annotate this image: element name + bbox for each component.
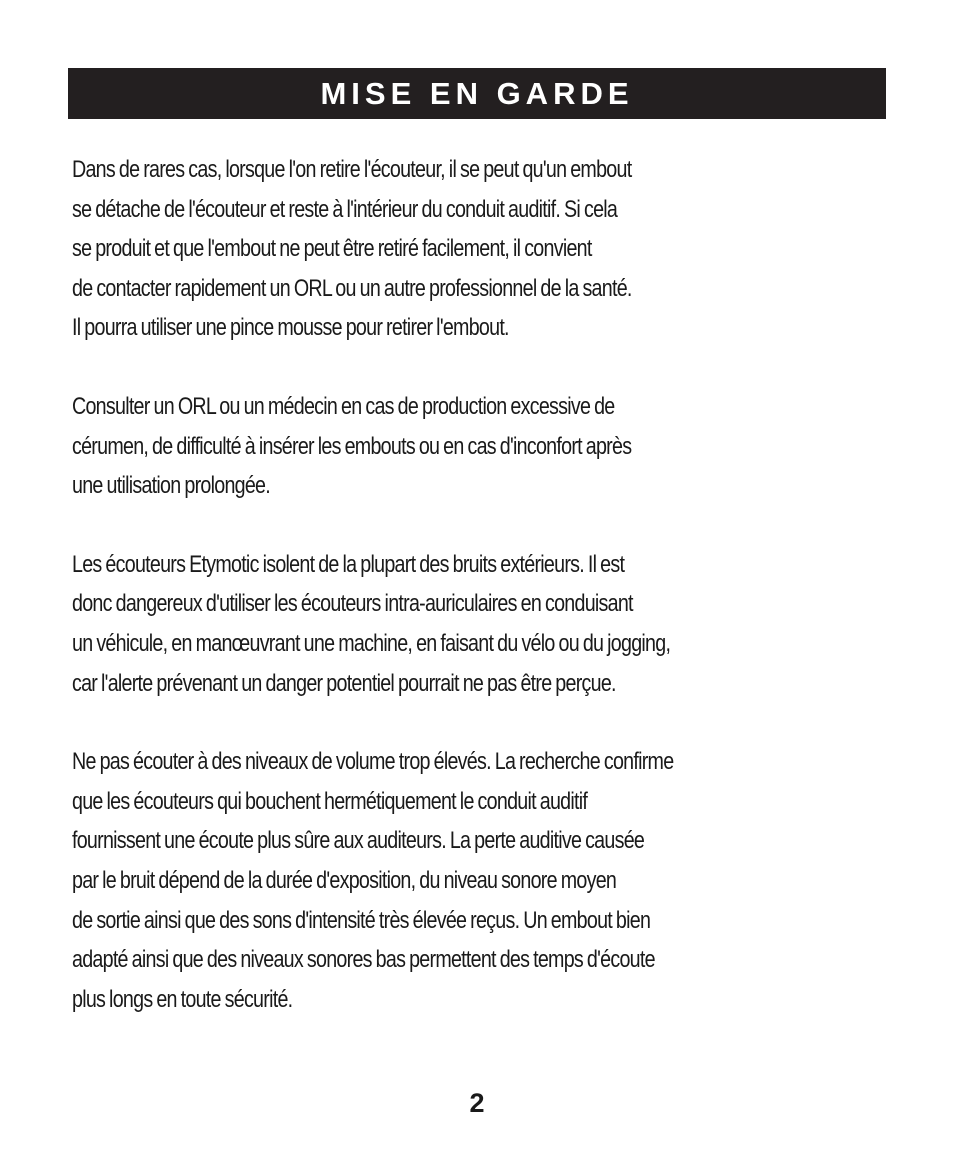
paragraph-earpiece-detach [72,150,872,348]
text-line: Les écouteurs Etymotic isolent de la plupart des bruits extérieurs. Il est [72,550,625,578]
text-line: Consulter un ORL ou un médecin en cas de production excessive de [72,392,615,420]
text-line: une utilisation prolongée. [72,472,271,500]
text-line: Ne pas écouter à des niveaux de volume trop élevés. La recherche confirme [72,748,674,776]
text-line: Dans de rares cas, lorsque l'on retire l'écouteur, il se peut qu'un embout [72,156,632,183]
text-line: adapté ainsi que des niveaux sonores bas permettent des temps d'écoute [72,946,655,974]
page-number: 2 [469,1088,485,1118]
text-line: un véhicule, en manœuvrant une machine, en faisant du vélo ou du jogging, [72,629,671,657]
text-line: se détache de l'écouteur et reste à l'intérieur du conduit auditif. Si cela [72,195,618,223]
text-line: par le bruit dépend de la durée d'exposition, du niveau sonore moyen [72,866,617,894]
paragraph-volume-levels [72,742,872,1019]
text-line: que les écouteurs qui bouchent hermétiquement le conduit auditif [72,787,588,815]
text-line: de contacter rapidement un ORL ou un autre professionnel de la santé. [72,274,632,302]
paragraph-noise-isolation [72,545,872,703]
text-line: car l'alerte prévenant un danger potentiel pourrait ne pas être perçue. [72,669,616,697]
text-line: plus longs en toute sécurité. [72,985,293,1013]
text-line: de sortie ainsi que des sons d'intensité très élevée reçus. Un embout bien [72,906,651,934]
warning-header-bar [68,68,886,119]
paragraph-consult-doctor [72,387,872,506]
text-line: Il pourra utiliser une pince mousse pour retirer l'embout. [72,314,509,342]
warning-title: MISE EN GARDE [320,76,634,111]
text-line: fournissent une écoute plus sûre aux auditeurs. La perte auditive causée [72,827,645,855]
text-line: se produit et que l'embout ne peut être retiré facilement, il convient [72,235,592,263]
text-line: donc dangereux d'utiliser les écouteurs intra-auriculaires en conduisant [72,590,633,618]
text-line: cérumen, de difficulté à insérer les embouts ou en cas d'inconfort après [72,432,632,460]
warning-body [72,150,872,1058]
